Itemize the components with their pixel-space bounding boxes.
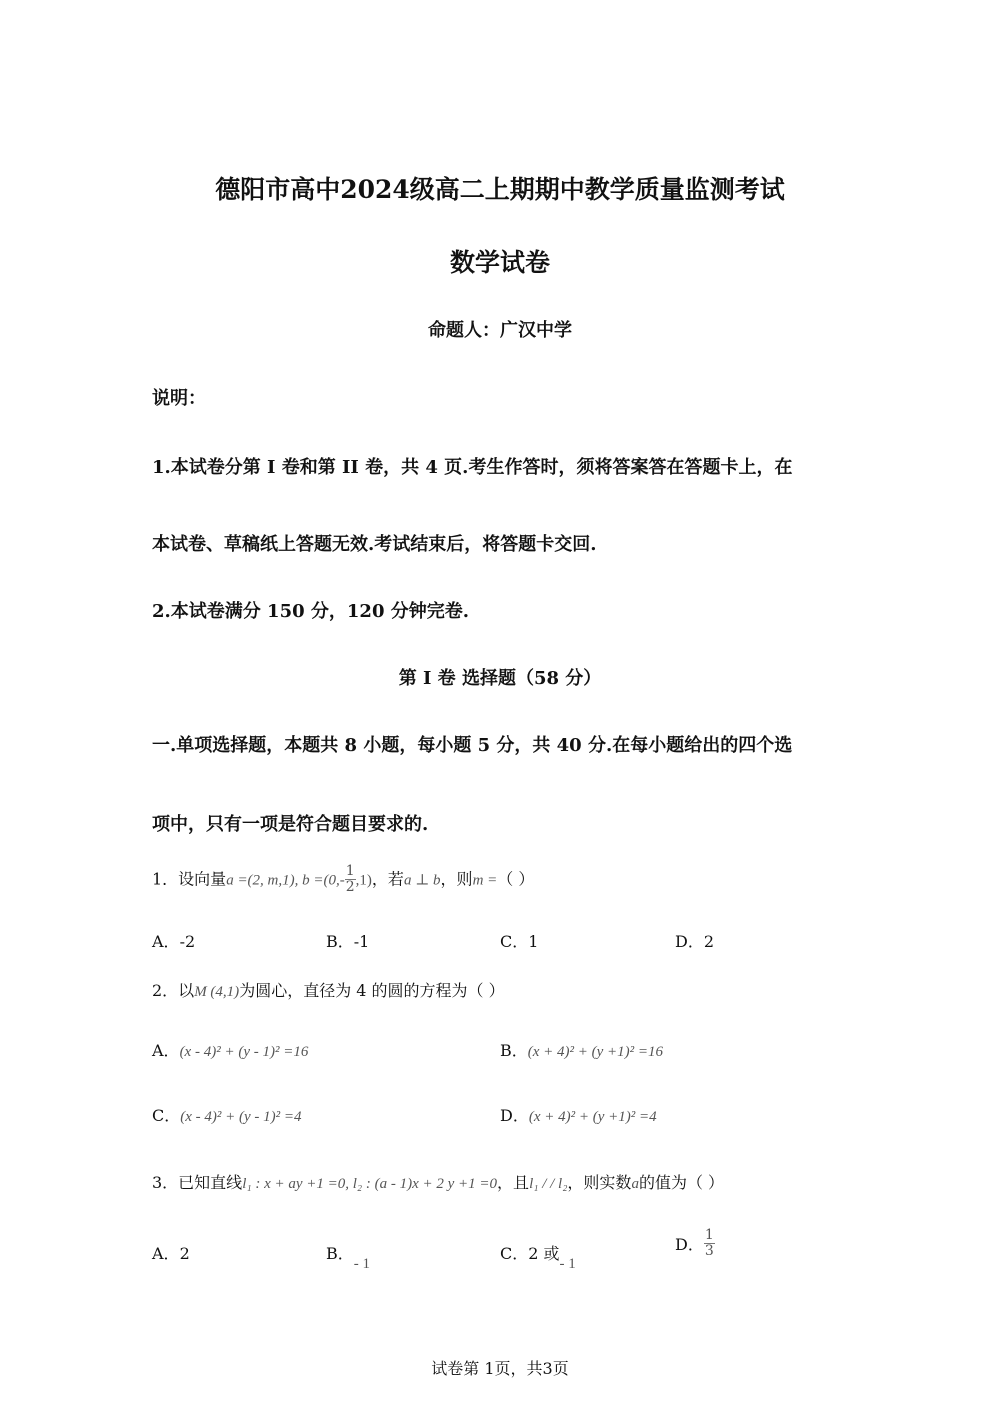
option-text: - 1: [353, 1256, 371, 1272]
q3-rest: ，则实数: [567, 1173, 632, 1192]
frac-den: 3: [704, 1243, 714, 1260]
q3-option-d: [675, 1228, 715, 1260]
question-1: [152, 864, 534, 896]
option-label: D．: [675, 1235, 704, 1255]
option-label: A．: [152, 1244, 180, 1263]
option-expression: (x - 4)² + (y - 1)² =16: [179, 1044, 309, 1060]
frac-num: 1: [704, 1227, 714, 1243]
q3-var: a: [631, 1176, 639, 1192]
q3-option-b: [326, 1241, 371, 1272]
section-title: 第 I 卷 选择题（58 分）: [398, 668, 602, 689]
option-text: -2: [179, 932, 196, 951]
q3-option-a: [152, 1241, 190, 1264]
q1-ask: m =: [472, 872, 498, 889]
q3-lines: l₁ : x + ay +1 =0, l₂ : (a - 1)x + 2 y +1 =0: [242, 1176, 498, 1192]
q1-option-a: [152, 929, 195, 952]
q1-condition: a ⊥ b: [403, 872, 441, 889]
page-title: 德阳市高中2024级高二上期期中教学质量监测考试: [215, 175, 785, 204]
q1-frac-num: 1: [345, 863, 355, 879]
q1-option-b: [326, 929, 369, 952]
q1-vectors: a =(2, m,1), b =(0,-: [226, 872, 345, 889]
q1-prefix: 1．设向量: [152, 869, 227, 889]
q3-prefix: 3．已知直线: [152, 1173, 243, 1192]
q1-paren: （ ）: [497, 869, 535, 889]
section-desc-b: 项中，只有一项是符合题目要求的.: [152, 814, 429, 835]
q3-tail: 的值为（ ）: [638, 1173, 725, 1192]
option-text: 2: [179, 1244, 190, 1263]
option-label: D．: [675, 932, 704, 951]
option-label: C．: [500, 1244, 529, 1263]
option-label: A．: [152, 932, 180, 951]
q3-option-d-fraction: [704, 1228, 715, 1260]
instructions-heading: 说明：: [152, 388, 206, 409]
q1-then: ，则: [440, 869, 473, 889]
option-label: A．: [152, 1041, 180, 1060]
option-expression: (x + 4)² + (y +1)² =4: [528, 1109, 657, 1125]
option-label: C．: [500, 932, 529, 951]
instruction-line-1b: 本试卷、草稿纸上答题无效.考试结束后，将答题卡交回.: [152, 534, 597, 555]
q2-option-a: [152, 1038, 308, 1061]
option-text: 2: [703, 932, 715, 951]
q1-fraction: [345, 864, 356, 896]
option-label: D．: [500, 1106, 529, 1125]
q3-mid: ，且: [497, 1173, 530, 1192]
option-expression: (x - 4)² + (y - 1)² =4: [180, 1109, 302, 1125]
q3-condition: l₁ / / l₂: [529, 1176, 568, 1192]
option-expression: (x + 4)² + (y +1)² =16: [527, 1044, 664, 1060]
option-label: B．: [500, 1041, 528, 1060]
q2-option-b: [500, 1038, 663, 1061]
q1-option-d: [675, 929, 714, 952]
q1-vectors-tail: ,1): [355, 872, 372, 889]
instruction-line-1a: 1.本试卷分第 I 卷和第 II 卷，共 4 页.考生作答时，须将答案答在答题卡上，在: [152, 457, 793, 478]
question-2: [152, 978, 505, 1001]
option-text: 1: [528, 932, 539, 951]
q2-rest: 为圆心，直径为 4 的圆的方程为（ ）: [239, 981, 505, 1000]
q2-option-c: [152, 1103, 302, 1126]
question-3: [152, 1170, 724, 1193]
q2-prefix: 2．以: [152, 981, 195, 1000]
q1-mid: ，若: [371, 869, 404, 889]
q3-option-c: [500, 1241, 576, 1272]
page-subtitle: 数学试卷: [449, 248, 550, 277]
q1-option-c: [500, 929, 538, 952]
instruction-line-2: 2.本试卷满分 150 分，120 分钟完卷.: [152, 601, 470, 622]
q1-frac-den: 2: [345, 879, 355, 896]
option-label: C．: [152, 1106, 181, 1125]
q2-point: M (4,1): [194, 984, 240, 1000]
option-text: 2 或: [528, 1244, 560, 1263]
option-extra: - 1: [559, 1256, 576, 1272]
page-footer: 试卷第 1页，共3页: [431, 1359, 569, 1378]
option-text: -1: [353, 932, 370, 951]
option-label: B．: [326, 1244, 354, 1263]
q2-option-d: [500, 1103, 657, 1126]
option-label: B．: [326, 932, 354, 951]
author-line: 命题人：广汉中学: [428, 320, 572, 341]
section-desc-a: 一.单项选择题，本题共 8 小题，每小题 5 分，共 40 分.在每小题给出的四个选: [152, 735, 793, 756]
